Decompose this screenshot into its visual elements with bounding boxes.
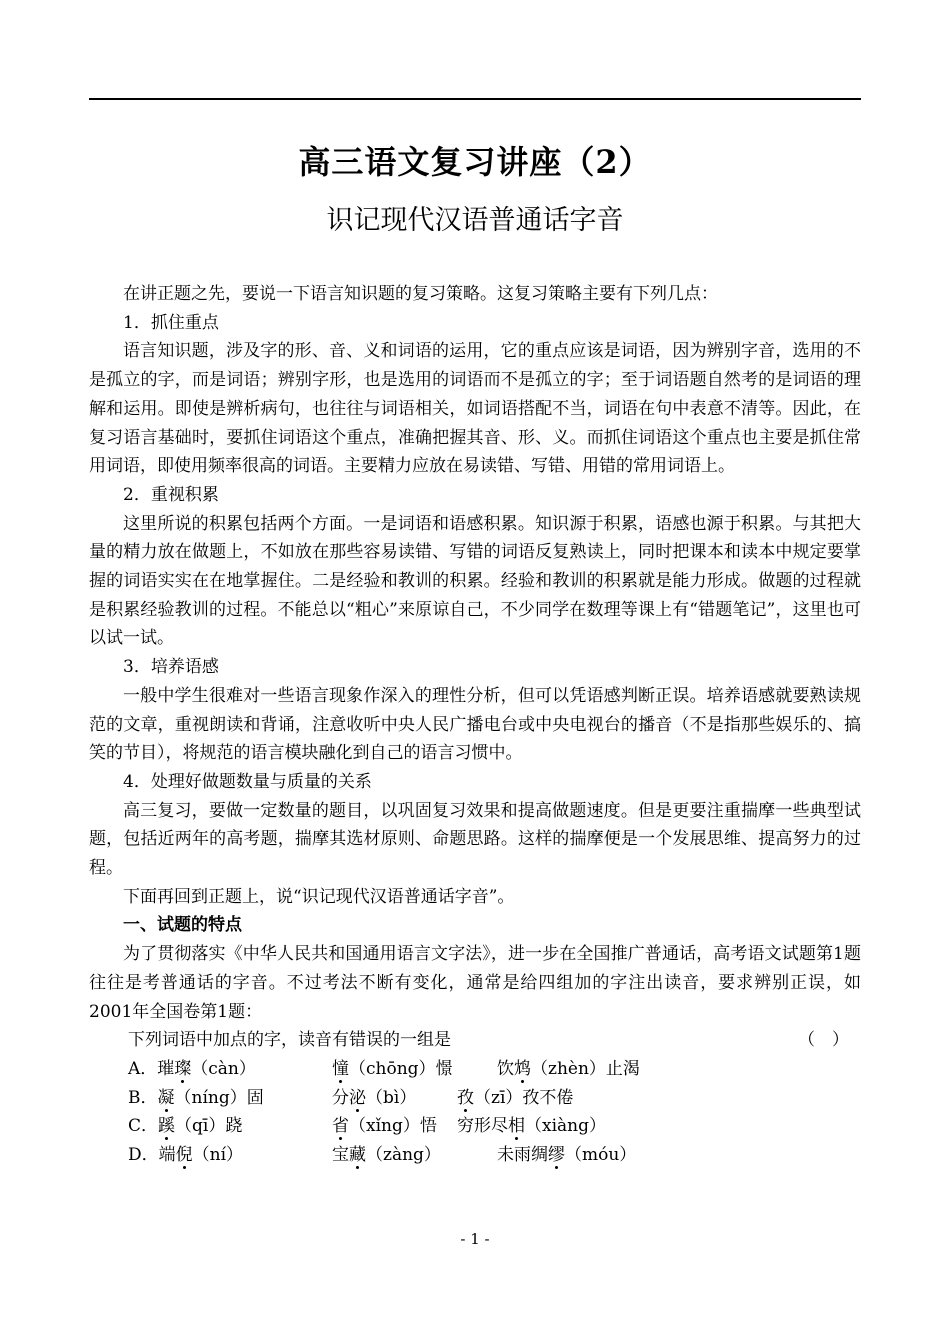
option-word-2: 分泌（bì） — [332, 1087, 417, 1108]
paragraph: 一般中学生很难对一些语言现象作深入的理性分析，但可以凭语感判断正误。培养语感就要熟读规范的文章，重视朗读和背诵，注意收听中央人民广播电台或中央电视台的播音（不是指那些娱乐的、搞笑的节目），将规范的语言模块融化到自己的语言习惯中。 — [89, 685, 861, 764]
paragraph: 语言知识题，涉及字的形、音、义和词语的运用，它的重点应该是词语，因为辨别字音，选用的不是孤立的字，而是词语；辨别字形，也是选用的词语而不是孤立的字；至于词语题自然考的是词语的理解和运用。即使是辨析病句，也往往与词语相关，如词语搭配不当，词语在句中表意不清等。因此，在复习语言基础时，要抓住词语这个重点，准确把握其音、形、义。而抓住词语这个重点也主要是抓住常用词语，即使用频率很高的词语。主要精力应放在易读错、写错、用错的常用词语上。 — [89, 341, 861, 477]
paragraph: 下面再回到正题上，说“识记现代汉语普通话字音”。 — [123, 886, 515, 907]
section-heading: 一、试题的特点 — [123, 915, 242, 936]
option-a — [89, 1055, 861, 1084]
paragraph: 高三复习，要做一定数量的题目，以巩固复习效果和提高做题速度。但是更要注重揣摩一些典型试题，包括近两年的高考题，揣摩其选材原则、命题思路。这样的揣摩便是一个发展思维、提高努力的过程。 — [89, 800, 861, 879]
paragraph: 在讲正题之先，要说一下语言知识题的复习策略。这复习策略主要有下列几点： — [123, 284, 718, 304]
option-d — [89, 1141, 861, 1170]
paragraph: 这里所说的积累包括两个方面。一是词语和语感积累。知识源于积累，语感也源于积累。与其把大量的精力放在做题上，不如放在那些容易读错、写错的词语反复熟读上，同时把课本和读本中规定要掌握的词语实实在在地掌握住。二是经验和教训的积累。经验和教训的积累就是能力形成。做题的过程就是积累经验教训的过程。不能总以“粗心”来原谅自己，不少同学在数理等课上有“错题笔记”，这里也可以试一试。 — [89, 513, 861, 649]
option-word-3: 孜（zī）孜不倦 — [457, 1087, 574, 1108]
option-word-2: 憧（chōng）憬 — [332, 1058, 453, 1079]
header-rule — [89, 98, 861, 100]
page-number: - 1 - — [460, 1230, 490, 1248]
option-word-3: 未雨绸缪（móu） — [497, 1145, 637, 1166]
paragraph: 为了贯彻落实《中华人民共和国通用语言文字法》，进一步在全国推广普通话，高考语文试题第1题往往是考普通话的字音。不过考法不断有变化，通常是给四组加的字注出读音，要求辨别正误，如2001年全国卷第1题： — [89, 944, 861, 1022]
option-word-1: C．蹊（qī）跷 — [128, 1116, 243, 1137]
point-heading: 2．重视积累 — [123, 484, 219, 505]
page-title: 高三语文复习讲座（2） — [298, 143, 652, 181]
option-word-3: 饮鸩（zhèn）止渴 — [497, 1058, 640, 1079]
option-word-2: 省（xǐng）悟 — [332, 1116, 437, 1137]
point-heading: 3．培养语感 — [123, 657, 219, 678]
option-c — [89, 1112, 861, 1141]
option-b — [89, 1084, 861, 1113]
answer-blank: （ ） — [798, 1030, 849, 1051]
option-word-1: B．凝（níng）固 — [128, 1087, 264, 1108]
question-stem — [89, 1026, 861, 1055]
question-text: 下列词语中加点的字，读音有错误的一组是 — [128, 1030, 451, 1051]
option-word-1: D．端倪（ní） — [128, 1145, 244, 1166]
document-body — [89, 280, 861, 1170]
option-word-1: A．璀璨（càn） — [128, 1058, 256, 1079]
point-heading: 1．抓住重点 — [123, 312, 219, 333]
point-heading: 4．处理好做题数量与质量的关系 — [123, 771, 372, 792]
option-word-3: 穷形尽相（xiàng） — [457, 1116, 606, 1137]
page-subtitle: 识记现代汉语普通话字音 — [326, 205, 624, 236]
option-word-2: 宝藏（zàng） — [332, 1145, 441, 1166]
